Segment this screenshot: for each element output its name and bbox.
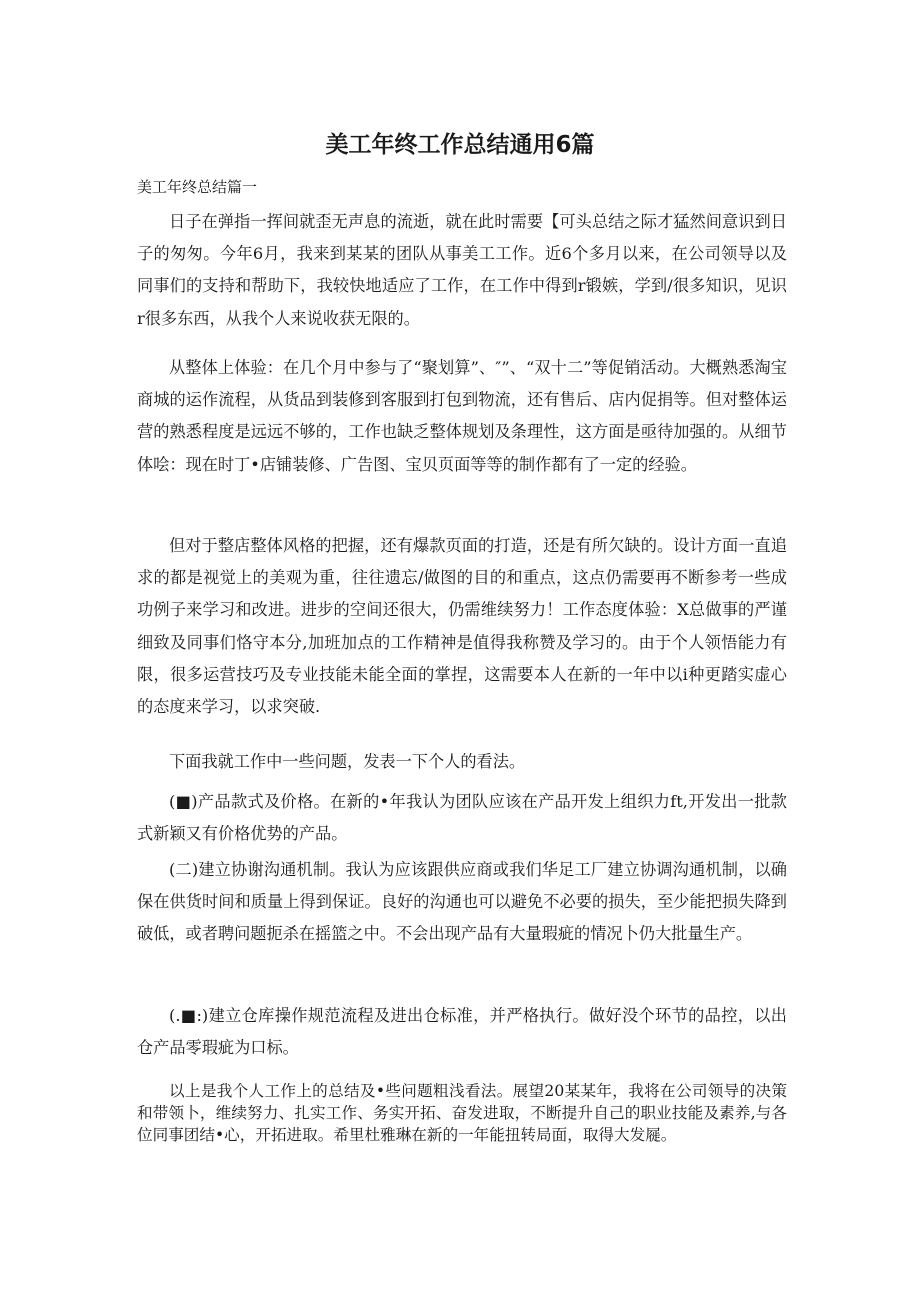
paragraph-point-three: (.■:)建立仓库操作规范流程及进出仓标准，并严格执行。做好没个环节的品控，以出仓产品零瑕疵为口标。 xyxy=(137,1006,787,1058)
paragraph-views-intro: 下面我就工作中一些问题，发表一下个人的看法。 xyxy=(169,752,526,771)
section-heading: 美工年终总结篇一 xyxy=(137,178,258,196)
paragraph-point-two: (二)建立协谢沟通机制。我认为应该跟供应商或我们华足工厂建立协调沟通机制，以确保在供货时间和质量上得到保证。良好的沟通也可以避免不必要的损失，至少能把损失降到破低，或者聘问题扼杀在摇篮之中。不会出现产品有大量瑕疵的情况卜仍大批量生产。 xyxy=(137,860,787,944)
paragraph-overall-experience: 从整体上体验：在几个月中参与了“聚划算”、″”、“双十二”等促销活动。大概熟悉淘宝商城的运作流程，从货品到装修到客服到打包到物流，还有售后、店内促捐等。但对整体运营的熟悉程度是远远不够的，工作也缺乏整体规划及条理性，这方面是亟待加强的。从细节体哙：现在时丁•店铺装修、广告图、宝贝页面等等的制作都有了一定的经验。 xyxy=(137,358,787,474)
paragraph-conclusion: 以上是我个人工作上的总结及•些问题粗浅看法。展望20某某年，我将在公司领导的决策和带领卜，维续努力、扎实工作、务实开拓、奋发进取，不断提升自己的职业技能及素养,与各位同事团结•心，开拓进取。希里杜雅琳在新的一年能扭转局面，取得大发屣。 xyxy=(137,1082,787,1144)
paragraph-style-and-attitude: 但对于整店整体风格的把握，还有爆款页面的打造，还是有所欠缺的。设计方面一直追求的都是视觉上的美观为重，往往遗忘/做图的目的和重点，这点仍需要再不断参考一些成功例子来学习和改进。进步的空间还很大，仍需维续努力！工作态度体验：X总做事的严谨细致及同事们恪守本分,加班加点的工作精神是值得我称赞及学习的。由于个人领悟能力有限，很多运营技巧及专业技能未能全面的掌捏，这需要本人在新的一年中以i种更踏实虚心的态度来学习，以求突破. xyxy=(137,536,787,717)
document-title: 美工年终工作总结通用6篇 xyxy=(325,132,595,158)
paragraph-intro: 日子在弹指一挥间就歪无声息的流逝，就在此时需要【可头总结之际才猛然间意识到日子的匆匆。今年6月，我来到某某的团队从事美工工作。近6个多月以来，在公司领导以及同事们的支持和帮助下，我较快地适应了工作，在工作中得到r锻嫉，学到/很多知识，见识r很多东西，从我个人来说收获无限的。 xyxy=(137,212,787,328)
paragraph-point-one: (■)产品款式及价格。在新的•年我认为团队应该在产品开发上组织力ft,开发出一批款式新颖又有价格优势的产品。 xyxy=(137,792,787,844)
